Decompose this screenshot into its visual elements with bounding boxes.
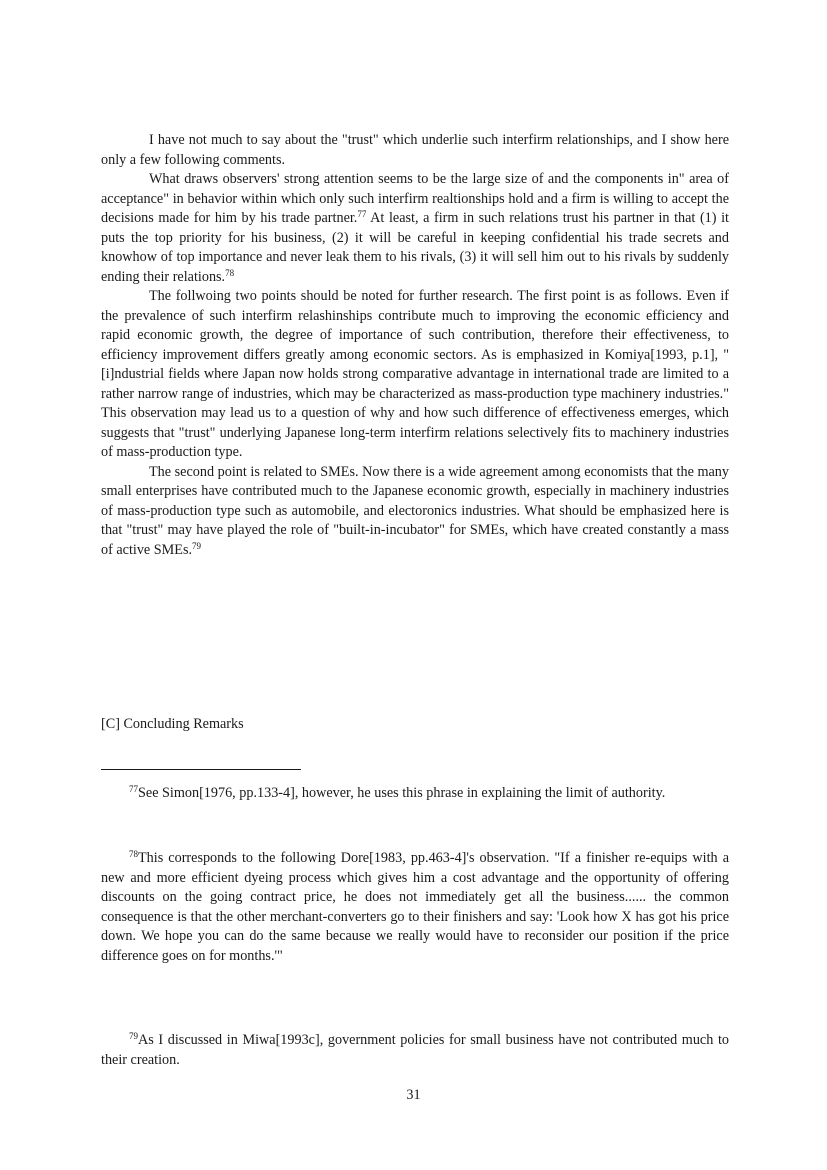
footnote-divider xyxy=(101,769,301,770)
footnote-78 xyxy=(101,849,729,966)
footnote-ref-77[interactable]: 77 xyxy=(357,209,367,219)
footnote-mark-79: 79 xyxy=(129,1031,138,1041)
footnote-ref-78[interactable]: 78 xyxy=(225,267,235,278)
paragraph-2: What draws observers' strong attention seems to be the large size of and the components in" area of acceptance" in behavior within which only such interfirm realtionships hold and a firm is willing to accept the decisions made for him by his trade partner.$^{77}$ At least, a firm in such relations trust his partner in that (1) it puts the top priority for his business, (2) it will be careful in keeping confidential his trade secrets and knowhow of top importance and never leak them to his rivals, (3) it will sell him out to his rivals by suddenly ending their relations.$^{78}$ xyxy=(101,171,729,285)
footnote-text-77: See Simon[1976, pp.133-4], however, he uses this phrase in explaining the limit of authority. xyxy=(138,785,666,801)
section-heading: [C] Concluding Remarks xyxy=(101,716,244,732)
footnote-mark-77: 77 xyxy=(129,784,138,794)
footnote-text-79: As I discussed in Miwa[1993c], government policies for small business have not contributed much to their creation. xyxy=(101,1032,729,1068)
footnote-text-78: This corresponds to the following Dore[1983, pp.463-4]'s observation. "If a finisher re-equips with a new and more efficient dyeing process which gives him a cost advantage and the opportunity of offering discounts on the going contract price, he does not immediately get all the business...... the common consequence is that the other merchant-converters go to their finishers and say: 'Look how X has got his price down. We hope you can do the same because we really would have to reconsider our position if the price difference goes on for months.'" xyxy=(101,850,729,964)
paragraph-1: I have not much to say about the "trust" which underlie such interfirm relationships, and I show here only a few following comments. xyxy=(101,132,729,168)
footnote-ref-79[interactable]: 79 xyxy=(192,540,202,551)
footnote-77 xyxy=(101,784,729,804)
paragraph-3: The follwoing two points should be noted for further research. The first point is as follows. Even if the prevalence of such interfirm relashinships contribute much to improving the economic efficiency and rapid economic growth, the degree of importance of such contribution, therefore their effectiveness, to efficiency improvement differs greatly among economic sectors. As is emphasized in Komiya[1993, p.1], "[i]ndustrial fields where Japan now holds strong comparative advantage in international trade are limited to a rather narrow range of industries, which may be characterized as mass-production type machinery industries." This observation may lead us to a question of why and how such difference of effectiveness emerges, which suggests that "trust" underlying Japanese long-term interfirm relations selectively fits to machinery industries of mass-production type. xyxy=(101,288,729,460)
page-number: 31 xyxy=(406,1087,421,1103)
footnote-79 xyxy=(101,1031,729,1070)
paragraph-4: The second point is related to SMEs. Now there is a wide agreement among economists that the many small enterprises have contributed much to the Japanese economic growth, especially in machinery industries of mass-production type such as automobile, and electoronics industries. What should be emphasized here is that "trust" may have played the role of "built-in-incubator" for SMEs, which have created constantly a mass of active SMEs.$^{79}$ xyxy=(101,463,729,558)
footnote-mark-78: 78 xyxy=(129,849,138,859)
main-body xyxy=(101,131,729,560)
